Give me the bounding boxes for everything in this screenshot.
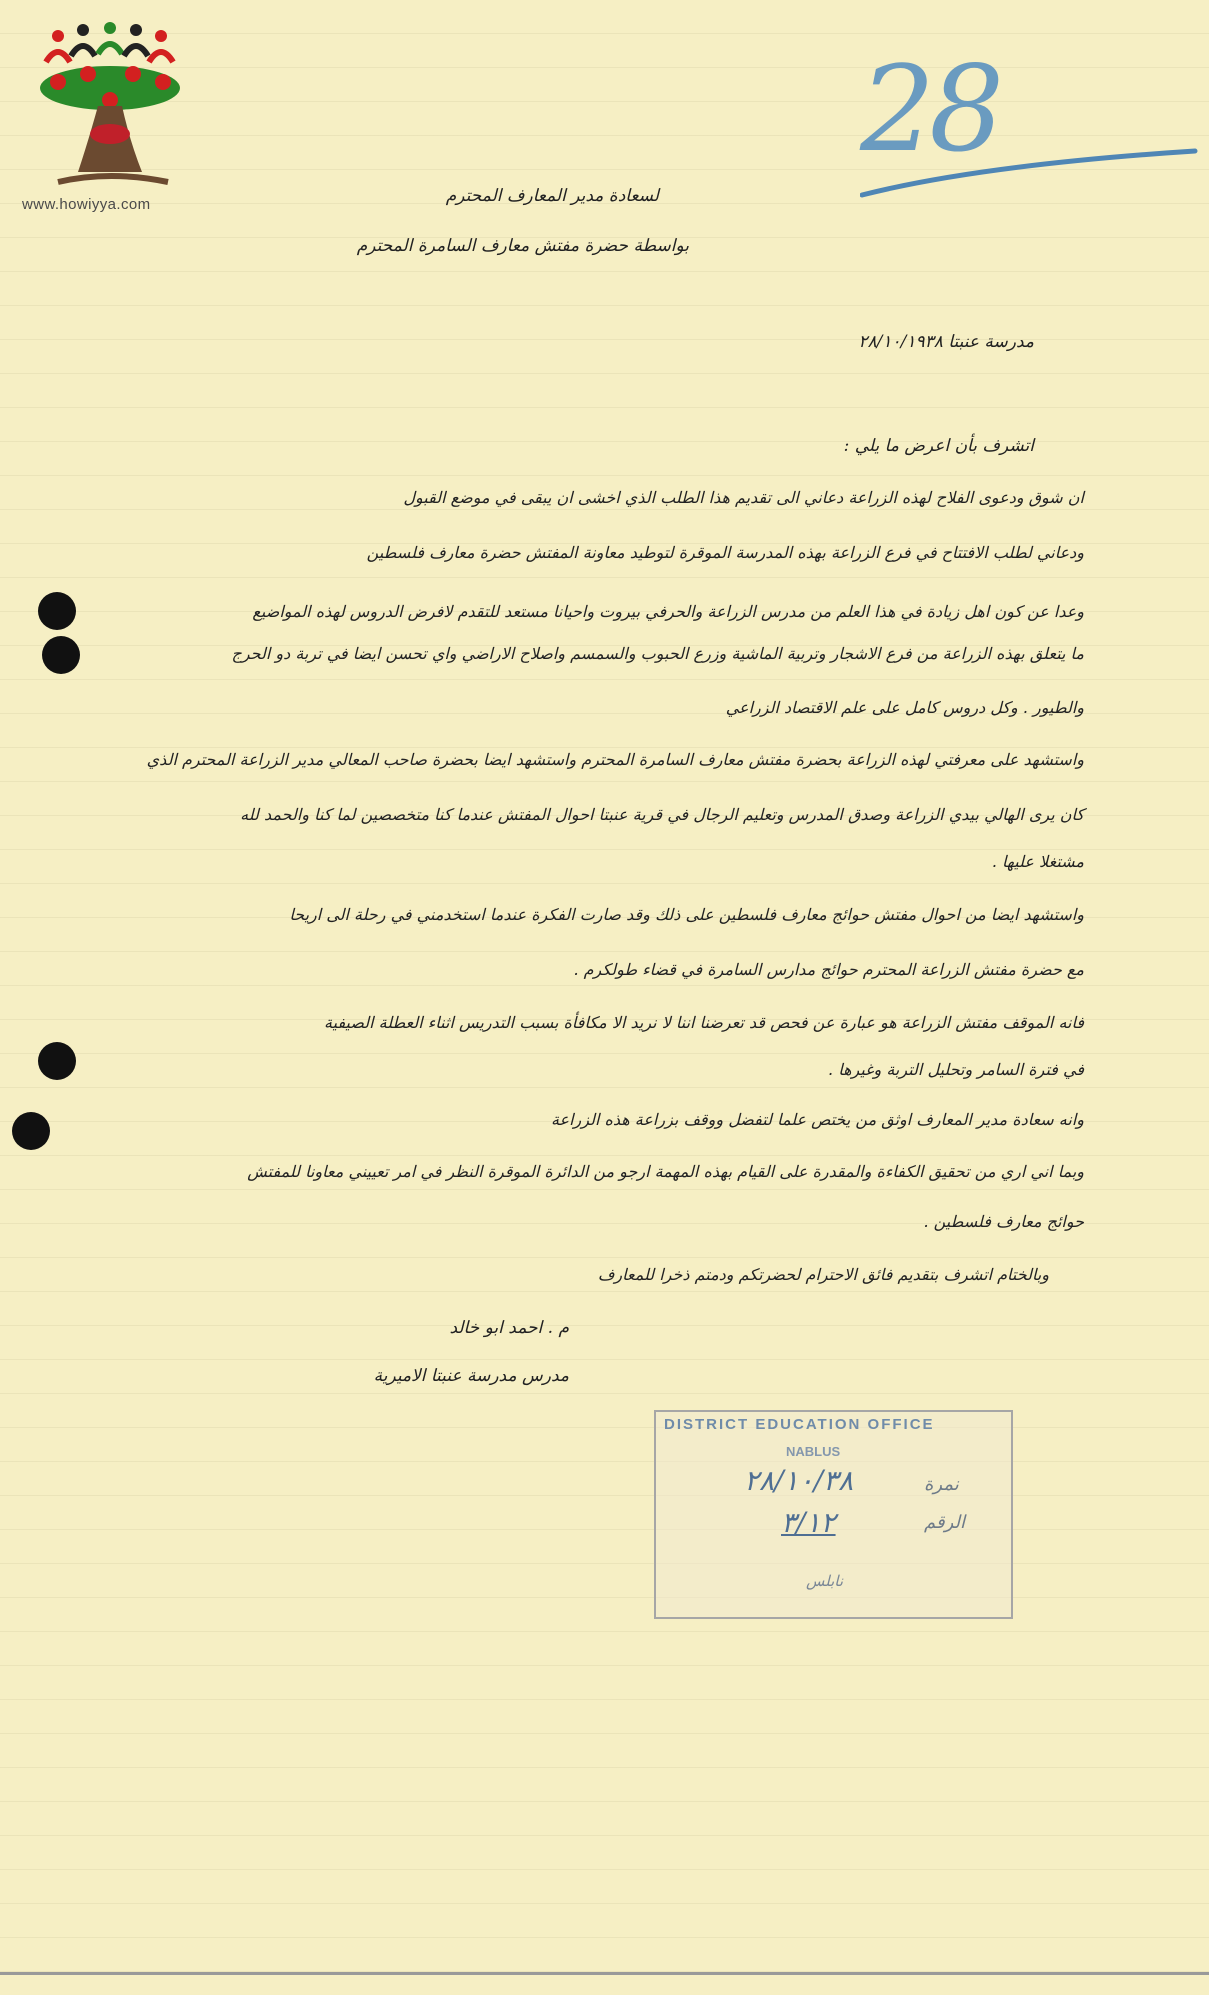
body-line-15: حوائج معارف فلسطين . [923, 1212, 1084, 1231]
education-office-stamp [654, 1410, 1013, 1619]
stamp-row2-value: ٣/١٢ [781, 1506, 836, 1539]
signature-title: مدرس مدرسة عنبتا الاميرية [373, 1366, 569, 1386]
stamp-row2-label: الرقم [924, 1512, 966, 1533]
people-figures-icon [46, 22, 173, 62]
body-line-10: مع حضرة مفتش الزراعة المحترم حوائج مدارس السامرة في قضاء طولكرم . [573, 960, 1084, 979]
body-line-1: ان شوق ودعوى الفلاح لهذه الزراعة دعاني الى تقديم هذا الطلب الذي اخشى ان يبقى في موضع القبول [403, 488, 1084, 507]
salutation-line: اتشرف بأن اعرض ما يلي : [843, 436, 1034, 456]
stamp-title: DISTRICT EDUCATION OFFICE [664, 1416, 935, 1433]
addressee-line: لسعادة مدير المعارف المحترم [445, 186, 659, 206]
body-line-9: واستشهد ايضا من احوال مفتش حوائج معارف فلسطين على ذلك وقد صارت الفكرة عندما استخدمني في رحلة الى اريحا [289, 905, 1084, 924]
body-line-11: فانه الموقف مفتش الزراعة هو عبارة عن فحص قد تعرضنا اننا لا نريد الا مكافأة بسبب التدريس اثناء العطلة الصيفية [324, 1013, 1084, 1032]
via-line: بواسطة حضرة مفتش معارف السامرة المحترم [356, 236, 689, 256]
handwritten-page-number: 28 [860, 40, 999, 178]
body-line-4: ما يتعلق بهذه الزراعة من فرع الاشجار وتربية الماشية وزرع الحبوب والسمسم واصلاح الاراضي واي تحسن ايضا في تربة دو الحرج [231, 644, 1084, 663]
punch-hole [42, 636, 80, 674]
body-line-2: ودعاني لطلب الافتتاح في فرع الزراعة بهذه المدرسة الموقرة لتوطيد معاونة المفتش حضرة معارف فلسطين [366, 543, 1084, 562]
stamp-footer: نابلس [806, 1572, 844, 1590]
stamp-row1-label: نمرة [924, 1474, 959, 1495]
punch-hole [38, 1042, 76, 1080]
body-line-8: مشتغلا عليها . [991, 852, 1084, 871]
body-line-5: والطيور . وكل دروس كامل على علم الاقتصاد الزراعي [725, 698, 1084, 717]
punch-hole [12, 1112, 50, 1150]
stamp-subtitle: NABLUS [786, 1444, 841, 1459]
tree-foliage-icon [40, 66, 180, 110]
body-line-16: وبالختام اتشرف بتقديم فائق الاحترام لحضرتكم ودمتم ذخرا للمعارف [597, 1265, 1049, 1284]
body-line-3: وعدا عن كون اهل زيادة في هذا العلم من مدرس الزراعة والحرفي بيروت واحيانا مستعد للتقدم لافرض الدروس لهذه المواضيع [252, 602, 1084, 621]
tree-trunk-icon [58, 106, 168, 182]
date-line: مدرسة عنبتا ٢٨/١٠/١٩٣٨ [858, 332, 1034, 352]
scan-edge-line [0, 1972, 1209, 1975]
body-line-14: وبما اني اري من تحقيق الكفاءة والمقدرة على القيام بهذه المهمة ارجو من الدائرة الموقرة النظر في امر تعييني معاونا للمفتش [247, 1162, 1084, 1181]
logo-url: www.howiyya.com [22, 196, 151, 213]
body-line-7: كان يرى الهالي بيدي الزراعة وصدق المدرس وتعليم الرجال في قرية عنبتا احوال المفتش عندما كنا متخصصين لما كنا والحمد لله [240, 805, 1084, 824]
body-line-6: واستشهد على معرفتي لهذه الزراعة بحضرة مفتش معارف السامرة المحترم واستشهد ايضا بحضرة صاحب المعالي مدير الزراعة المحترم الذي [146, 750, 1084, 769]
stamp-row1-value: ٢٨/١٠/٣٨ [744, 1464, 854, 1497]
body-line-13: وانه سعادة مدير المعارف اوثق من يختص علما لتفضل ووقف بزراعة هذه الزراعة [550, 1110, 1084, 1129]
punch-hole [38, 592, 76, 630]
body-line-12: في فترة السامر وتحليل التربة وغيرها . [828, 1060, 1084, 1079]
blue-pencil-stroke [860, 145, 1200, 205]
signature-name: م . احمد ابو خالد [449, 1318, 569, 1338]
howiyya-logo [18, 22, 208, 222]
